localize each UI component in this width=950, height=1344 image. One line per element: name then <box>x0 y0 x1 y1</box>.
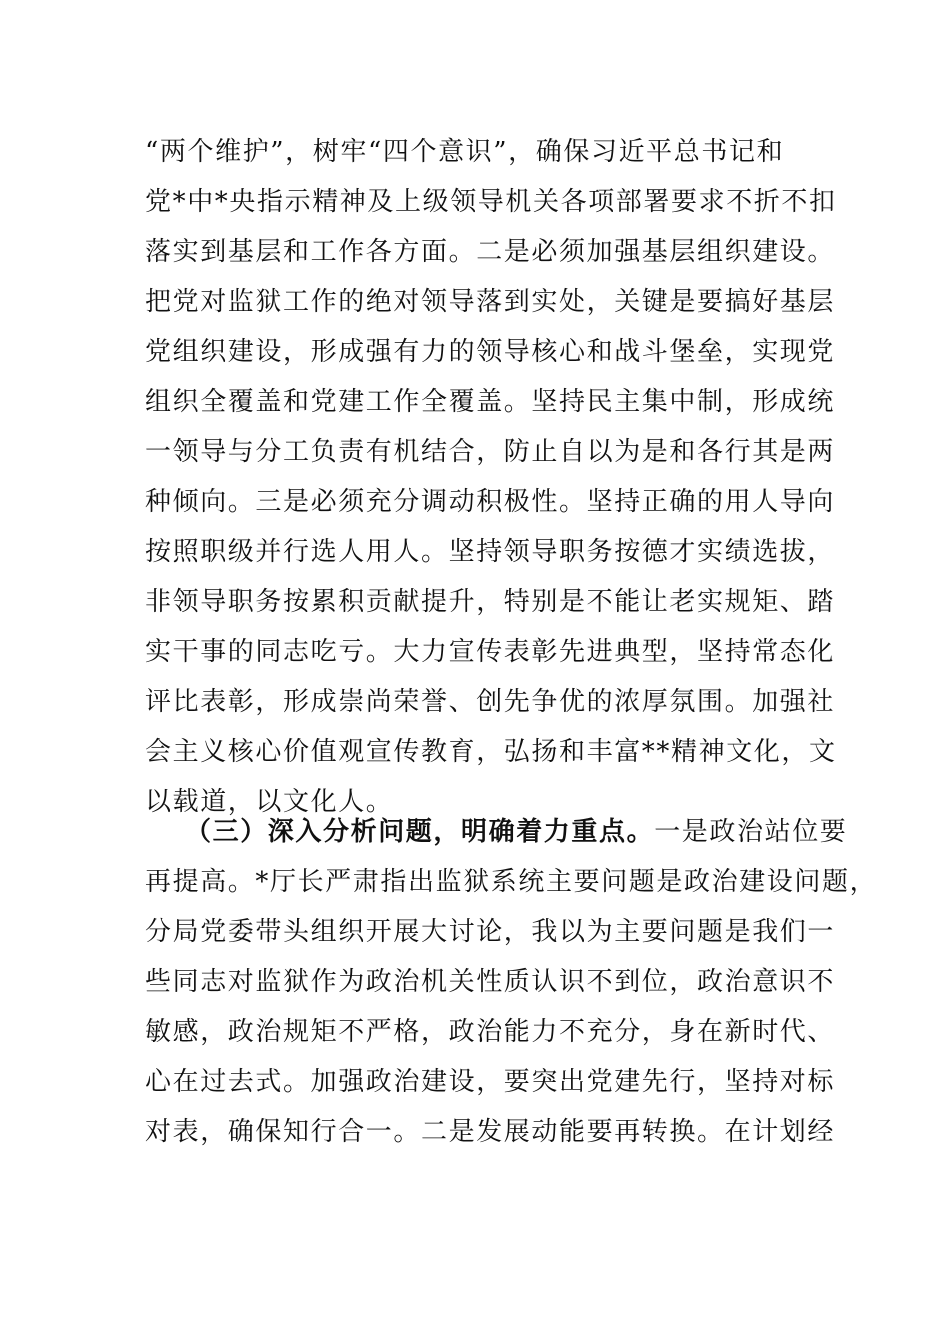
paragraph-line: “两个维护”，树牢“四个意识”，确保习近平总书记和 <box>145 137 785 167</box>
paragraph-line: 对表，确保知行合一。二是发展动能要再转换。在计划经 <box>145 1117 836 1147</box>
section-heading: （三）深入分析问题，明确着力重点。 <box>185 817 655 847</box>
paragraph-line: 一领导与分工负责有机结合，防止自以为是和各行其是两 <box>145 437 836 467</box>
paragraph-2 <box>145 807 878 1157</box>
paragraph-line: 组织全覆盖和党建工作全覆盖。坚持民主集中制，形成统 <box>145 387 836 417</box>
paragraph-line: 评比表彰，形成崇尚荣誉、创先争优的浓厚氛围。加强社 <box>145 687 836 717</box>
paragraph-line: 实干事的同志吃亏。大力宣传表彰先进典型，坚持常态化 <box>145 637 836 667</box>
paragraph-line: 党*中*央指示精神及上级领导机关各项部署要求不折不扣 <box>145 187 837 217</box>
paragraph-line: 种倾向。三是必须充分调动积极性。坚持正确的用人导向 <box>145 487 836 517</box>
paragraph-line: 心在过去式。加强政治建设，要突出党建先行，坚持对标 <box>145 1067 836 1097</box>
paragraph-line: 分局党委带头组织开展大讨论，我以为主要问题是我们一 <box>145 917 836 947</box>
paragraph-line: 会主义核心价值观宣传教育，弘扬和丰富**精神文化，文 <box>145 737 837 767</box>
paragraph-line: 敏感，政治规矩不严格，政治能力不充分，身在新时代、 <box>145 1017 836 1047</box>
paragraph-line: 按照职级并行选人用人。坚持领导职务按德才实绩选拔， <box>145 537 836 567</box>
paragraph-line: 落实到基层和工作各方面。二是必须加强基层组织建设。 <box>145 237 836 267</box>
paragraph-line: 以载道，以文化人。 <box>145 787 394 817</box>
paragraph-line-rest: 一是政治站位要 <box>654 817 848 847</box>
paragraph-line: 党组织建设，形成强有力的领导核心和战斗堡垒，实现党 <box>145 337 836 367</box>
paragraph-line: 些同志对监狱作为政治机关性质认识不到位，政治意识不 <box>145 967 836 997</box>
paragraph-1 <box>145 127 837 827</box>
paragraph-line: 把党对监狱工作的绝对领导落到实处，关键是要搞好基层 <box>145 287 836 317</box>
paragraph-line: 非领导职务按累积贡献提升，特别是不能让老实规矩、踏 <box>145 587 836 617</box>
paragraph-first-line <box>145 807 848 857</box>
paragraph-line: 再提高。*厅长严肃指出监狱系统主要问题是政治建设问题， <box>145 867 878 897</box>
